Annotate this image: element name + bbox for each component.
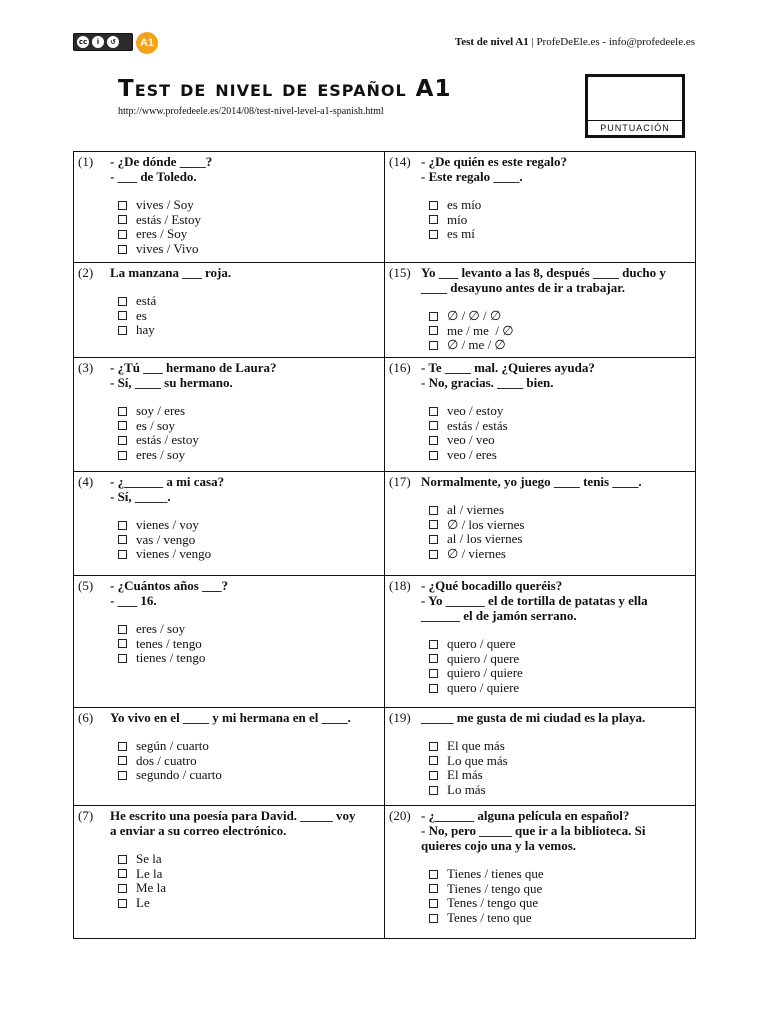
option-label: vas / vengo (136, 531, 196, 547)
checkbox-icon[interactable] (429, 870, 438, 879)
option-label: estás / estoy (136, 432, 199, 448)
option-label: eres / soy (136, 446, 186, 462)
answer-options (110, 518, 380, 562)
question-text: - No, pero _____ que ir a la biblioteca. Si (421, 823, 646, 838)
answer-option[interactable] (429, 404, 691, 419)
option-label: estás / Estoy (136, 211, 201, 227)
checkbox-icon[interactable] (429, 520, 438, 529)
checkbox-icon[interactable] (429, 771, 438, 780)
question-number: (16) (389, 360, 411, 375)
answer-options (421, 309, 691, 353)
question-text: - Yo ______ el de tortilla de patatas y ella (421, 593, 648, 608)
question-number: (7) (78, 808, 94, 823)
option-label: veo / veo (447, 432, 495, 448)
answer-option[interactable] (429, 783, 691, 798)
option-label: es mío (447, 197, 482, 212)
answer-options (110, 852, 380, 910)
question-text: Yo ___ levanto a las 8, después ____ ducho y (421, 265, 666, 280)
quiz-row (74, 358, 696, 472)
header-separator: | (531, 36, 534, 48)
checkbox-icon[interactable] (429, 914, 438, 923)
checkbox-icon[interactable] (429, 436, 438, 445)
answer-option[interactable] (429, 867, 691, 882)
answer-option[interactable] (429, 227, 691, 242)
question-text: - ¿Tú ___ hermano de Laura? (110, 360, 277, 375)
question-text: - ¿De dónde ____? (110, 154, 213, 169)
question-cell (74, 708, 385, 806)
checkbox-icon[interactable] (118, 451, 127, 460)
option-label: tenes / tengo (136, 635, 202, 651)
answer-option[interactable] (429, 448, 691, 463)
answer-option[interactable] (118, 768, 380, 783)
checkbox-icon[interactable] (118, 436, 127, 445)
option-label: El que más (447, 738, 505, 753)
question-text: - ¿______ a mi casa? (110, 474, 225, 489)
answer-option[interactable] (429, 338, 691, 353)
answer-options (110, 404, 380, 462)
answer-options (421, 739, 691, 797)
answer-option[interactable] (118, 754, 380, 769)
answer-options (421, 867, 691, 925)
quiz-row (74, 152, 696, 263)
answer-option[interactable] (118, 518, 380, 533)
question-number: (2) (78, 265, 94, 280)
answer-options (110, 622, 380, 666)
option-label: Me la (136, 880, 166, 896)
checkbox-icon[interactable] (429, 326, 438, 335)
answer-options (421, 198, 691, 242)
checkbox-icon[interactable] (118, 639, 127, 648)
option-label: dos / cuatro (136, 752, 197, 768)
answer-options (421, 404, 691, 462)
question-text: ____ desayuno antes de ir a trabajar. (421, 280, 626, 295)
checkbox-icon[interactable] (429, 312, 438, 321)
checkbox-icon[interactable] (118, 884, 127, 893)
checkbox-icon[interactable] (118, 742, 127, 751)
answer-option[interactable] (429, 768, 691, 783)
checkbox-icon[interactable] (118, 535, 127, 544)
question-number: (3) (78, 360, 94, 375)
option-label: Le la (136, 865, 163, 881)
sa-icon: ↺ (107, 36, 119, 48)
answer-option[interactable] (118, 433, 380, 448)
option-label: vienes / vengo (136, 546, 212, 562)
option-label: al / viernes (447, 502, 505, 517)
quiz-row (74, 576, 696, 708)
checkbox-icon[interactable] (429, 230, 438, 239)
question-text: - Este regalo ____. (421, 169, 523, 184)
answer-option[interactable] (429, 198, 691, 213)
answer-option[interactable] (429, 666, 691, 681)
question-number: (18) (389, 578, 411, 593)
answer-options (421, 503, 691, 561)
checkbox-icon[interactable] (429, 506, 438, 515)
answer-option[interactable] (429, 739, 691, 754)
page-url: http://www.profedeele.es/2014/08/test-nivel-level-a1-spanish.html (118, 106, 384, 117)
checkbox-icon[interactable] (118, 550, 127, 559)
question-text: - ¿De quién es este regalo? (421, 154, 567, 169)
answer-option[interactable] (118, 739, 380, 754)
option-label: ∅ / me / ∅ (447, 337, 506, 353)
answer-option[interactable] (118, 881, 380, 896)
checkbox-icon[interactable] (118, 297, 127, 306)
question-text: _____ me gusta de mi ciudad es la playa. (421, 710, 646, 725)
answer-option[interactable] (429, 754, 691, 769)
site-contact: ProfeDeEle.es - info@profedeele.es (536, 36, 695, 48)
answer-options (421, 637, 691, 695)
option-label: Tenes / tengo que (447, 895, 539, 911)
option-label: hay (136, 322, 155, 338)
answer-option[interactable] (118, 651, 380, 666)
option-label: Tienes / tengo que (447, 880, 543, 896)
option-label: quiero / quiere (447, 665, 523, 681)
option-label: mío (447, 211, 468, 227)
checkbox-icon[interactable] (118, 230, 127, 239)
answer-option[interactable] (429, 433, 691, 448)
checkbox-icon[interactable] (429, 884, 438, 893)
quiz-row (74, 806, 696, 939)
checkbox-icon[interactable] (429, 215, 438, 224)
answer-option[interactable] (118, 419, 380, 434)
question-text: Normalmente, yo juego ____ tenis ____. (421, 474, 642, 489)
answer-option[interactable] (118, 404, 380, 419)
checkbox-icon[interactable] (118, 771, 127, 780)
answer-option[interactable] (429, 896, 691, 911)
checkbox-icon[interactable] (118, 311, 127, 320)
answer-option[interactable] (429, 309, 691, 324)
test-label: Test de nivel A1 (454, 36, 529, 48)
checkbox-icon[interactable] (118, 869, 127, 878)
question-number: (5) (78, 578, 94, 593)
checkbox-icon[interactable] (429, 742, 438, 751)
question-cell (74, 263, 385, 358)
answer-option[interactable] (118, 323, 380, 338)
by-icon: i (92, 36, 104, 48)
question-text: - ¿Cuántos años ___? (110, 578, 229, 593)
question-cell (74, 472, 385, 576)
checkbox-icon[interactable] (118, 326, 127, 335)
option-label: segundo / cuarto (136, 767, 222, 783)
answer-option[interactable] (118, 448, 380, 463)
question-text: - ¿______ alguna película en español? (421, 808, 630, 823)
answer-option[interactable] (429, 324, 691, 339)
answer-option[interactable] (429, 532, 691, 547)
header-info (455, 36, 695, 48)
checkbox-icon[interactable] (118, 407, 127, 416)
option-label: vienes / voy (136, 517, 199, 532)
question-text: - Sí, _____. (110, 489, 171, 504)
option-label: El más (447, 767, 483, 783)
checkbox-icon[interactable] (429, 786, 438, 795)
option-label: veo / eres (447, 446, 497, 462)
option-label: ∅ / los viernes (447, 516, 525, 532)
option-label: quero / quere (447, 636, 516, 651)
option-label: ∅ / ∅ / ∅ (447, 308, 502, 323)
answer-option[interactable] (118, 867, 380, 882)
answer-option[interactable] (429, 547, 691, 562)
answer-option[interactable] (118, 242, 380, 257)
question-number: (19) (389, 710, 411, 725)
option-label: estás / estás (447, 417, 508, 433)
question-text: quieres cojo una y la vemos. (421, 838, 577, 853)
question-cell (385, 576, 696, 708)
quiz-table (73, 151, 696, 939)
checkbox-icon[interactable] (429, 407, 438, 416)
checkbox-icon[interactable] (118, 245, 127, 254)
option-label: vives / Vivo (136, 240, 199, 256)
option-label: al / los viernes (447, 531, 523, 547)
answer-option[interactable] (429, 652, 691, 667)
answer-option[interactable] (429, 911, 691, 926)
question-text: ______ el de jamón serrano. (421, 608, 577, 623)
option-label: Le (136, 894, 150, 910)
checkbox-icon[interactable] (118, 521, 127, 530)
question-text: La manzana ___ roja. (110, 265, 232, 280)
checkbox-icon[interactable] (118, 654, 127, 663)
question-text: - ___ de Toledo. (110, 169, 197, 184)
answer-option[interactable] (429, 503, 691, 518)
option-label: Tenes / teno que (447, 909, 532, 925)
question-number: (15) (389, 265, 411, 280)
answer-option[interactable] (118, 547, 380, 562)
checkbox-icon[interactable] (429, 341, 438, 350)
quiz-row (74, 472, 696, 576)
option-label: vives / Soy (136, 197, 194, 212)
option-label: quiero / quere (447, 650, 520, 666)
cc-icon: cc (78, 38, 88, 46)
checkbox-icon[interactable] (429, 421, 438, 430)
option-label: tienes / tengo (136, 650, 206, 666)
checkbox-icon[interactable] (118, 855, 127, 864)
option-label: veo / estoy (447, 403, 504, 418)
answer-option[interactable] (429, 882, 691, 897)
question-cell (385, 358, 696, 472)
checkbox-icon[interactable] (429, 899, 438, 908)
option-label: Lo más (447, 781, 486, 797)
answer-option[interactable] (118, 896, 380, 911)
answer-option[interactable] (118, 198, 380, 213)
answer-option[interactable] (429, 518, 691, 533)
license-badge (73, 33, 133, 51)
checkbox-icon[interactable] (429, 669, 438, 678)
option-label: quero / quiere (447, 679, 520, 695)
option-label: soy / eres (136, 403, 186, 418)
option-label: es / soy (136, 417, 175, 433)
quiz-row (74, 708, 696, 806)
checkbox-icon[interactable] (118, 625, 127, 634)
option-label: es mí (447, 226, 475, 242)
page-title: Test de nivel de español A1 (118, 76, 452, 102)
question-cell (385, 708, 696, 806)
question-cell (74, 152, 385, 263)
question-text: - Te ____ mal. ¿Quieres ayuda? (421, 360, 595, 375)
answer-option[interactable] (429, 681, 691, 696)
checkbox-icon[interactable] (429, 640, 438, 649)
answer-options (110, 739, 380, 783)
question-number: (20) (389, 808, 411, 823)
question-text: - Sí, ____ su hermano. (110, 375, 233, 390)
option-label: según / cuarto (136, 738, 209, 753)
answer-option[interactable] (118, 852, 380, 867)
checkbox-icon[interactable] (118, 756, 127, 765)
checkbox-icon[interactable] (118, 201, 127, 210)
question-text: - ¿Qué bocadillo queréis? (421, 578, 563, 593)
score-box[interactable] (585, 74, 685, 138)
question-number: (6) (78, 710, 94, 725)
checkbox-icon[interactable] (429, 550, 438, 559)
question-text: - ___ 16. (110, 593, 157, 608)
question-text: Yo vivo en el ____ y mi hermana en el ____. (110, 710, 351, 725)
level-badge: A1 (136, 32, 158, 54)
score-label: PUNTUACIÓN (588, 120, 682, 135)
option-label: está (136, 293, 157, 308)
checkbox-icon[interactable] (429, 451, 438, 460)
checkbox-icon[interactable] (429, 756, 438, 765)
option-label: Se la (136, 851, 162, 866)
checkbox-icon[interactable] (118, 421, 127, 430)
option-label: eres / soy (136, 621, 186, 636)
answer-options (110, 198, 380, 256)
question-number: (17) (389, 474, 411, 489)
question-cell (385, 152, 696, 263)
answer-option[interactable] (429, 213, 691, 228)
question-cell (385, 472, 696, 576)
option-label: ∅ / viernes (447, 545, 506, 561)
answer-option[interactable] (118, 227, 380, 242)
checkbox-icon[interactable] (429, 654, 438, 663)
question-text: - No, gracias. ____ bien. (421, 375, 554, 390)
question-cell (385, 806, 696, 939)
answer-option[interactable] (429, 637, 691, 652)
checkbox-icon[interactable] (429, 684, 438, 693)
question-cell (385, 263, 696, 358)
question-number: (14) (389, 154, 411, 169)
option-label: eres / Soy (136, 226, 188, 242)
question-number: (4) (78, 474, 94, 489)
checkbox-icon[interactable] (118, 899, 127, 908)
option-label: es (136, 307, 147, 323)
answer-option[interactable] (118, 213, 380, 228)
quiz-row (74, 263, 696, 358)
answer-options (110, 294, 380, 338)
answer-option[interactable] (118, 637, 380, 652)
question-cell (74, 806, 385, 939)
answer-option[interactable] (118, 294, 380, 309)
option-label: Tienes / tienes que (447, 866, 544, 881)
question-cell (74, 576, 385, 708)
checkbox-icon[interactable] (429, 535, 438, 544)
question-text: a enviar a su correo electrónico. (110, 823, 287, 838)
answer-option[interactable] (118, 533, 380, 548)
checkbox-icon[interactable] (118, 215, 127, 224)
question-number: (1) (78, 154, 94, 169)
question-cell (74, 358, 385, 472)
question-text: He escrito una poesía para David. _____ voy (110, 808, 356, 823)
answer-option[interactable] (429, 419, 691, 434)
checkbox-icon[interactable] (429, 201, 438, 210)
option-label: Lo que más (447, 752, 508, 768)
option-label: me / me / ∅ (447, 322, 514, 338)
answer-option[interactable] (118, 622, 380, 637)
answer-option[interactable] (118, 309, 380, 324)
